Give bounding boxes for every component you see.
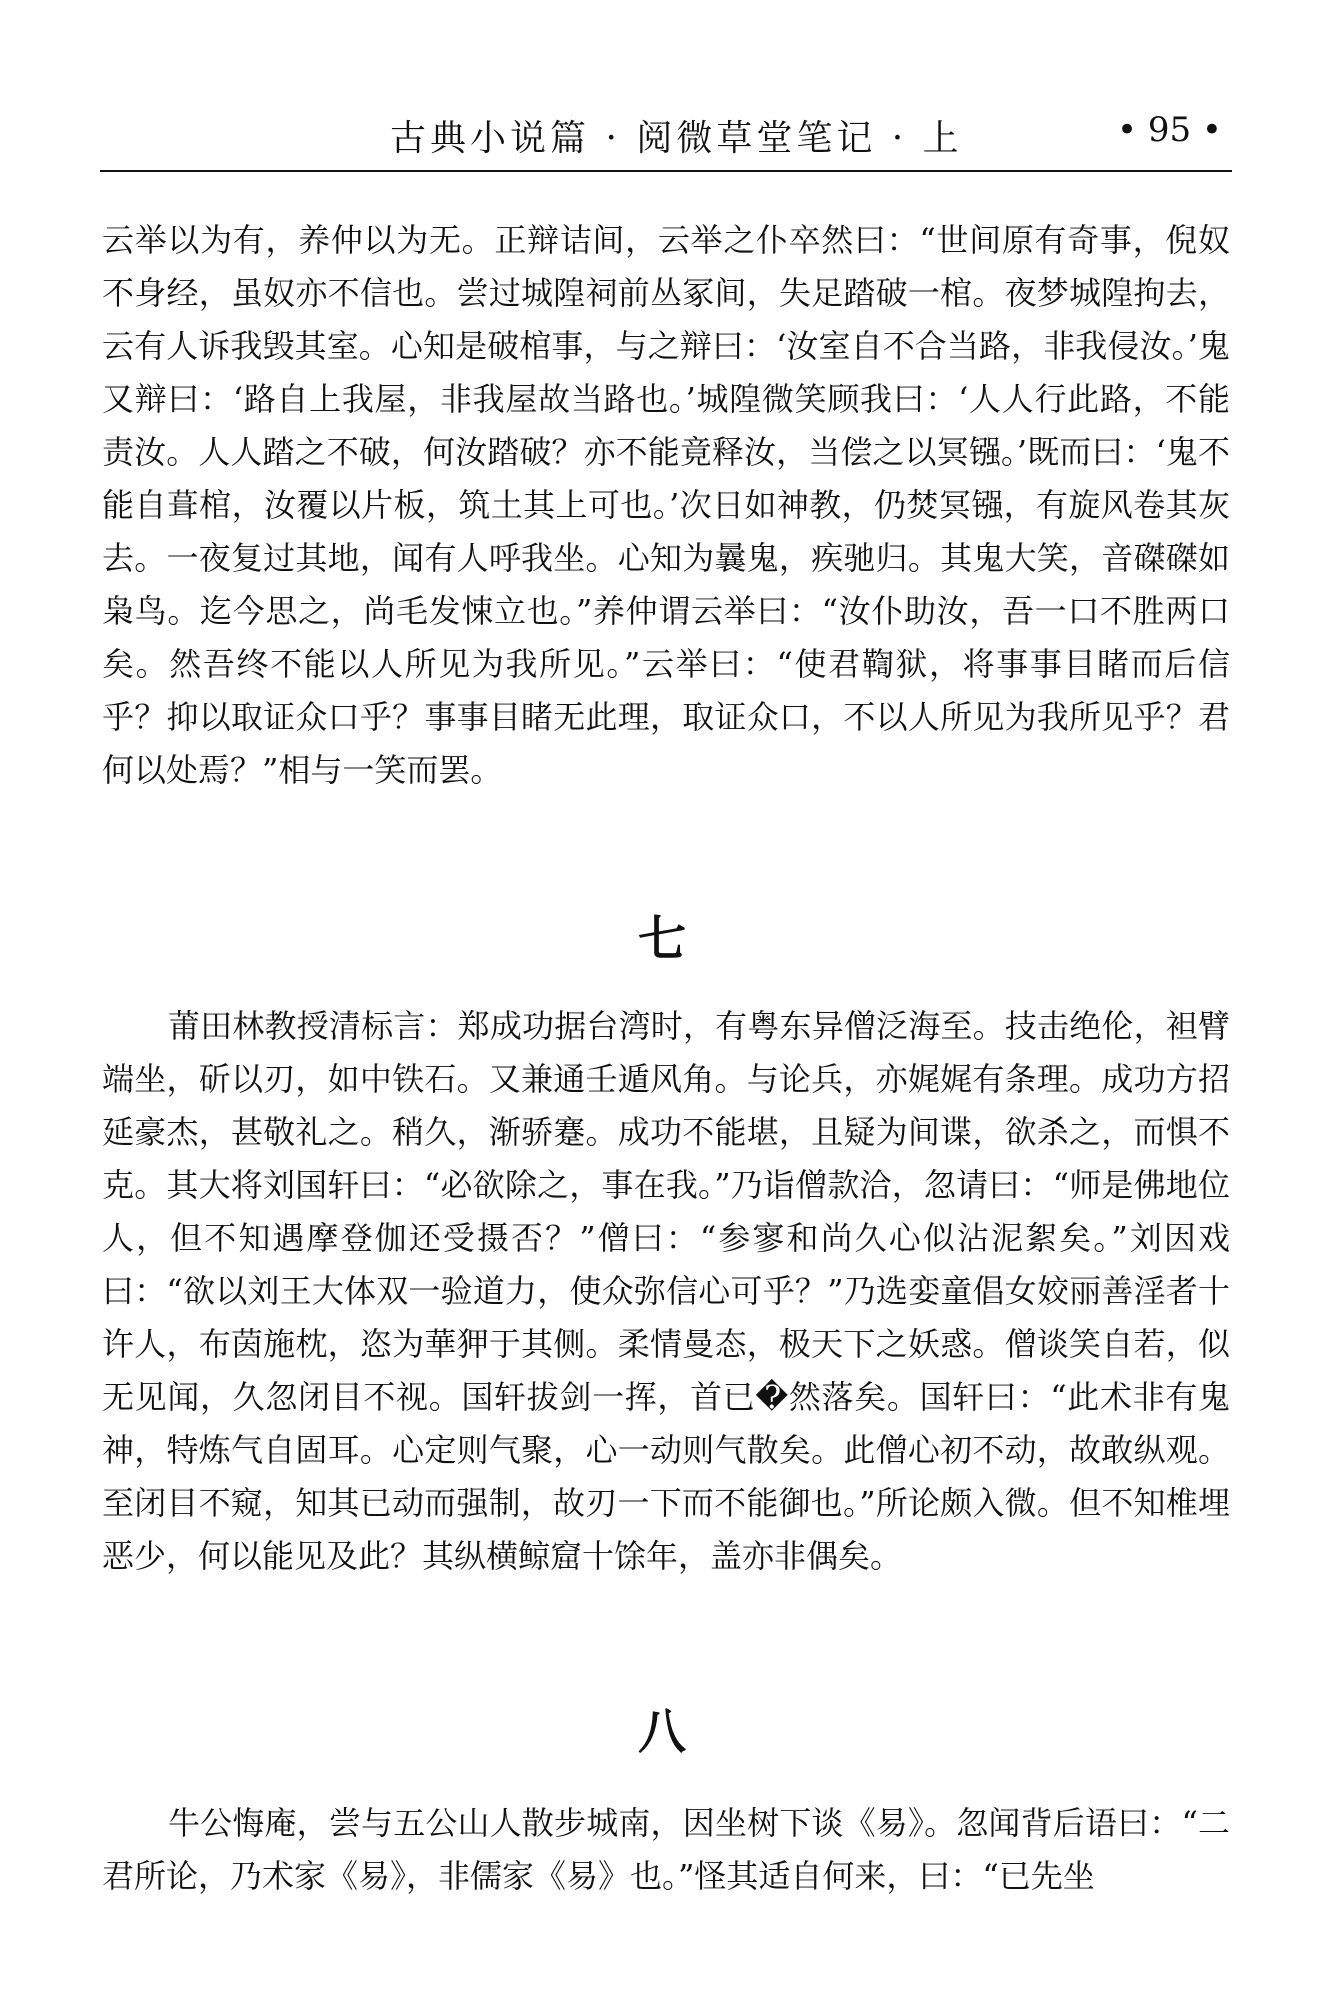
section-heading-eight: 八 <box>637 1704 686 1760</box>
section-heading-seven: 七 <box>637 911 686 967</box>
story-seven-paragraph: 莆田林教授清标言：郑成功据台湾时，有粤东异僧泛海至。技击绝伦，袒臂端坐，斫以刃，如中铁石。又兼通壬遁风角。与论兵，亦娓娓有条理。成功方招延豪杰，甚敬礼之。稍久，渐骄蹇。成功不能堪，且疑为间谍，欲杀之，而惧不克。其大将刘国轩曰：“必欲除之，事在我。”乃诣僧款洽，忽请曰：“师是佛地位人，但不知遇摩登伽还受摄否？”僧曰：“参寥和尚久心似沾泥絮矣。”刘因戏曰：“欲以刘王大体双一验道力，使众弥信心可乎？”乃选娈童倡女姣丽善淫者十许人，布茵施枕，恣为華狎于其侧。柔情曼态，极天下之妖惑。僧谈笑自若，似无见闻，久忽闭目不视。国轩拔剑一挥，首已�然落矣。国轩曰：“此术非有鬼神，特炼气自固耳。心定则气聚，心一动则气散矣。此僧心初不动，故敢纵观。至闭目不窥，知其已动而强制，故刃一下而不能御也。”所论颇入微。但不知椎埋恶少，何以能见及此？其纵横鲸窟十馀年，盖亦非偶矣。 <box>102 1007 1230 1575</box>
running-title: 古典小说篇 · 阅微草堂笔记 · 上 <box>390 118 963 159</box>
story-continuation-paragraph: 云举以为有，养仲以为无。正辩诘间，云举之仆卒然曰：“世间原有奇事，倪奴不身经，虽奴亦不信也。尝过城隍祠前丛冢间，失足踏破一棺。夜梦城隍拘去，云有人诉我毁其室。心知是破棺事，与之辩曰：‘汝室自不合当路，非我侵汝。’鬼又辩曰：‘路自上我屋，非我屋故当路也。’城隍微笑顾我曰：‘人人行此路，不能责汝。人人踏之不破，何汝踏破？亦不能竟释汝，当偿之以冥镪。’既而曰：‘鬼不能自葺棺，汝覆以片板，筑土其上可也。’次日如神教，仍焚冥镪，有旋风卷其灰去。一夜复过其地，闻有人呼我坐。心知为曩鬼，疾驰归。其鬼大笑，音磔磔如枭鸟。迄今思之，尚毛发悚立也。”养仲谓云举曰：“汝仆助汝，吾一口不胜两口矣。然吾终不能以人所见为我所见。”云举曰：“使君鞫狱，将事事目睹而后信乎？抑以取证众口乎？事事目睹无此理，取证众口，不以人所见为我所见乎？君何以处焉？”相与一笑而罢。 <box>102 221 1230 789</box>
page-number: • 95 • <box>1117 110 1222 150</box>
story-eight-paragraph: 牛公悔庵，尝与五公山人散步城南，因坐树下谈《易》。忽闻背后语曰：“二君所论，乃术家《易》，非儒家《易》也。”怪其适自何来，曰：“已先坐 <box>102 1804 1230 1895</box>
header-divider <box>100 170 1232 172</box>
running-header <box>100 108 1232 166</box>
